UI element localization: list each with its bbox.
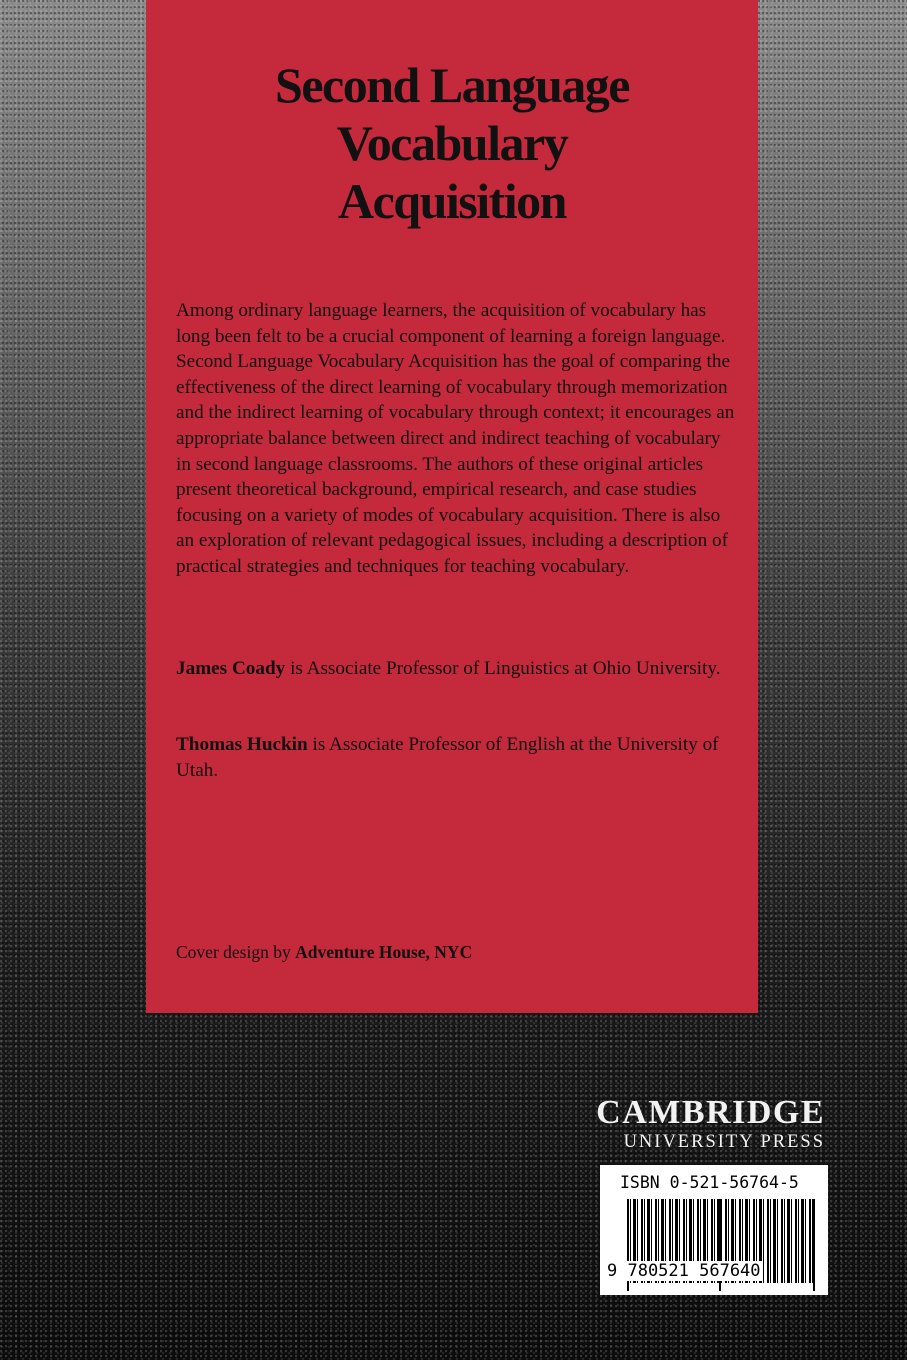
publisher-name: CAMBRIDGE bbox=[596, 1094, 825, 1131]
barcode-digits: 9 780521 567640 bbox=[607, 1261, 761, 1281]
red-panel bbox=[146, 0, 758, 1013]
book-title bbox=[146, 56, 758, 230]
author-description: is Associate Professor of Linguistics at Ohio University. bbox=[285, 658, 721, 679]
description-paragraph: Among ordinary language learners, the acquisition of vocabulary has long been felt to be a crucial component of learning a foreign language. Second Language Vocabulary Acquisition has the goal of comparing the effectiveness of the direct learning of vocabulary through memorization and the indirect learning of vocabulary through context; it encourages an appropriate balance between direct and indirect teaching of vocabulary in second language classrooms. The authors of these original articles present theoretical background, empirical research, and case studies focusing on a variety of modes of vocabulary acquisition. There is also an exploration of relevant pedagogical issues, including a description of practical strategies and techniques for teaching vocabulary. bbox=[176, 300, 735, 577]
designer-name: Adventure House, NYC bbox=[295, 942, 473, 962]
isbn-label: ISBN 0-521-56764-5 bbox=[620, 1173, 799, 1192]
title-line: Second Language bbox=[275, 57, 629, 113]
publisher-subtitle: UNIVERSITY PRESS bbox=[623, 1132, 825, 1152]
author-bio bbox=[176, 656, 736, 682]
credit-prefix: Cover design by bbox=[176, 942, 296, 962]
author-name: James Coady bbox=[176, 658, 286, 679]
title-line: Acquisition bbox=[337, 173, 566, 229]
author-name: Thomas Huckin bbox=[176, 734, 308, 755]
author-bio bbox=[176, 732, 736, 783]
isbn-barcode-box bbox=[600, 1165, 828, 1295]
title-line: Vocabulary bbox=[336, 115, 568, 171]
publisher-logo bbox=[596, 1095, 825, 1153]
author-description: is Associate Professor of English at the University of Utah. bbox=[176, 734, 719, 781]
cover-credit bbox=[176, 940, 472, 964]
